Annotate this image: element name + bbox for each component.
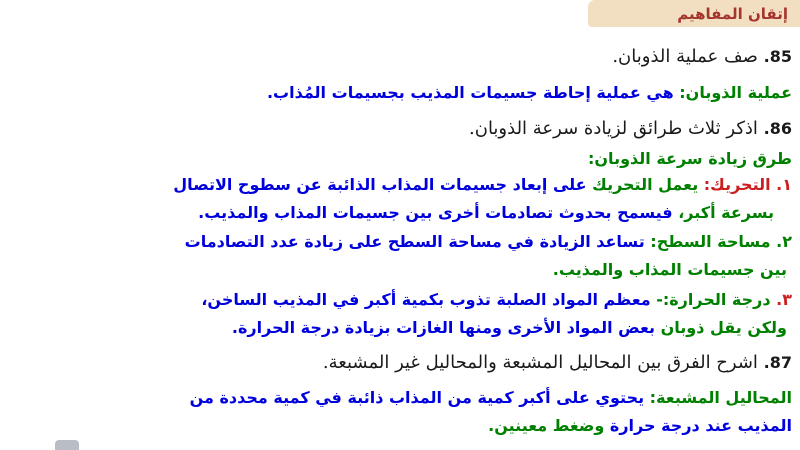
text-segment: هي عملية إحاطة جسيمات المذيب بجسيمات المُذاب. (266, 83, 674, 102)
methods-heading (588, 147, 792, 171)
question-86-text: اذكر ثلاث طرائق لزيادة سرعة الذوبان. (469, 118, 764, 139)
question-87-text: اشرح الفرق بين المحاليل المشبعة والمحاليل غير المشبعة. (322, 352, 764, 373)
text-segment: ١. التحريك: (698, 175, 792, 194)
question-85-number: 85. (763, 47, 792, 66)
text-segment: المحاليل المشبعة: (644, 388, 792, 407)
text-segment: بسرعة أكبر، (672, 203, 774, 222)
text-segment: ولكن يقل ذوبان (655, 318, 787, 337)
answer-85 (267, 81, 792, 105)
method-item-2-line-2 (553, 258, 787, 282)
question-86 (469, 117, 792, 141)
text-segment: معظم المواد الصلبة تذوب بكمية أكبر في المذيب الساخن، (201, 290, 651, 309)
text-segment: يحتوي على أكبر كمية من المذاب ذائبة في كمية محددة من (189, 388, 645, 407)
text-segment: تساعد الزيادة في مساحة السطح على زيادة عدد التصادمات (184, 232, 645, 251)
section-header-bar (588, 0, 800, 27)
text-segment: يعمل التحريك (586, 175, 699, 194)
method-item-2-line-1 (185, 230, 792, 254)
method-item-1-line-1 (173, 173, 792, 197)
answer-87-line-2 (488, 414, 792, 438)
question-85-text: صف عملية الذوبان. (612, 46, 764, 67)
question-86-number: 86. (763, 119, 792, 138)
text-segment: فيسمح بحدوث تصادمات أخرى بين جسيمات المذاب والمذيب. (198, 203, 673, 222)
question-85 (612, 45, 792, 69)
text-segment: بين جسيمات المذاب والمذيب. (552, 260, 787, 279)
text-segment: بعض المواد الأخرى ومنها الغازات بزيادة درجة الحرارة. (231, 318, 655, 337)
text-segment: وضغط معينين. (488, 416, 605, 435)
answer-87-line-1 (190, 386, 792, 410)
text-segment: عملية الذوبان: (673, 83, 792, 102)
window-fragment (55, 440, 79, 450)
method-item-3-line-2 (232, 316, 787, 340)
text-segment: المذيب عند درجة حرارة (604, 416, 792, 435)
text-segment: درجة الحرارة:- (650, 290, 771, 309)
method-item-1-line-2 (198, 201, 774, 225)
text-segment: ٢. مساحة السطح: (644, 232, 792, 251)
section-header-title: إتقان المفاهيم (677, 4, 788, 23)
text-segment: على إبعاد جسيمات المذاب الذائبة عن سطوح الاتصال (173, 175, 587, 194)
method-item-3-line-1 (201, 288, 792, 312)
text-segment: ٣. (770, 290, 792, 309)
text-segment: طرق زيادة سرعة الذوبان: (588, 149, 792, 168)
question-87-number: 87. (763, 353, 792, 372)
question-87 (323, 351, 792, 375)
